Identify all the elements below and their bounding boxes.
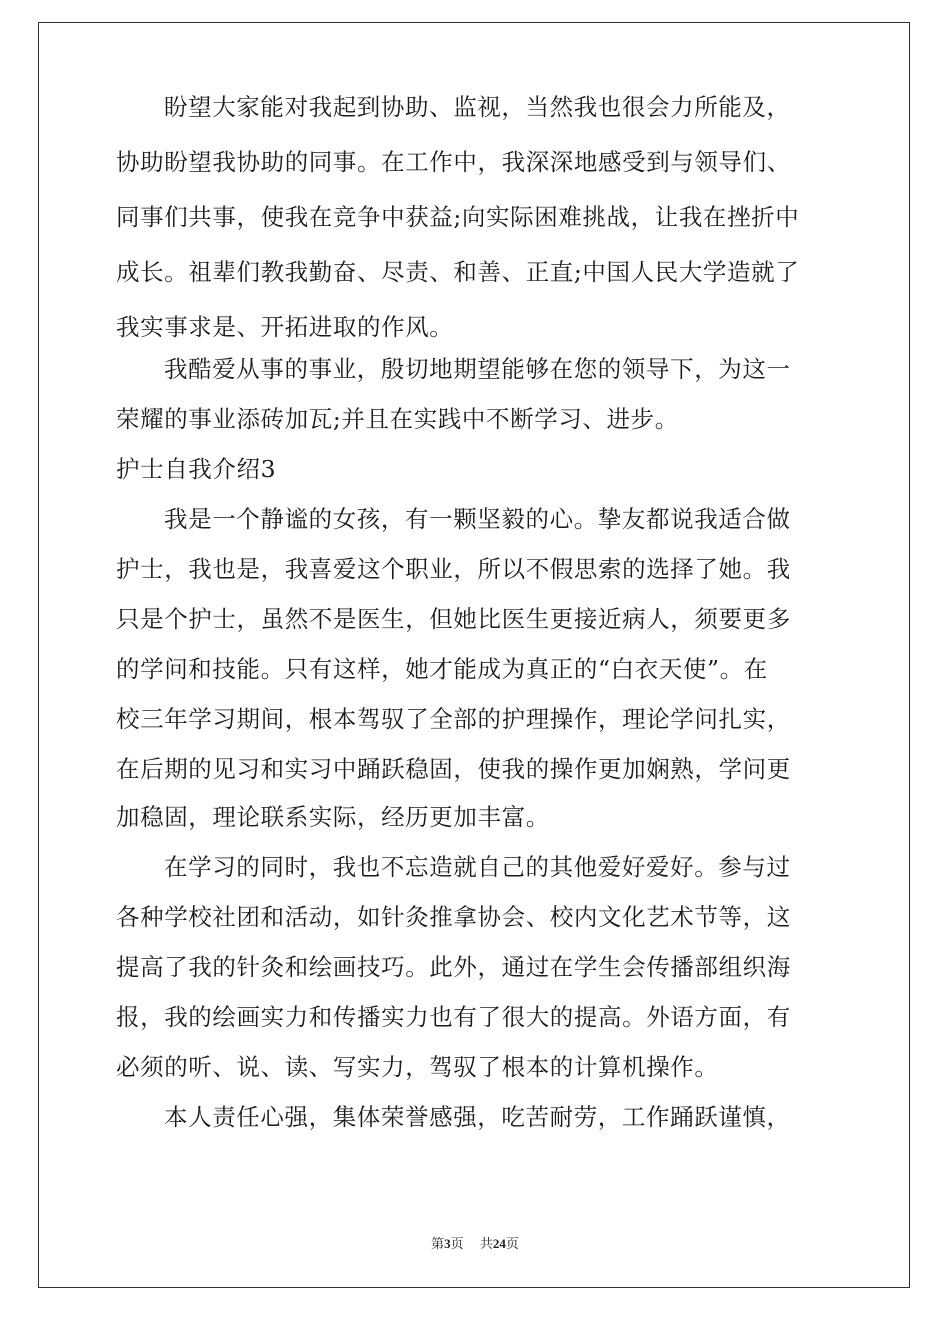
paragraph-line: 我酷爱从事的事业，殷切地期望能够在您的领导下，为这一 bbox=[164, 355, 791, 383]
paragraph-line: 同事们共事，使我在竞争中获益;向实际困难挑战，让我在挫折中 bbox=[116, 203, 800, 231]
paragraph-line: 协助盼望我协助的同事。在工作中，我深深地感受到与领导们、 bbox=[116, 148, 791, 176]
paragraph-line: 提高了我的针灸和绘画技巧。此外，通过在学生会传播部组织海 bbox=[116, 953, 791, 981]
paragraph-line: 本人责任心强，集体荣誉感强，吃苦耐劳，工作踊跃谨慎， bbox=[164, 1103, 791, 1131]
paragraph-line: 成长。祖辈们教我勤奋、尽责、和善、正直;中国人民大学造就了 bbox=[116, 258, 800, 286]
page-total-suffix: 页 bbox=[505, 1236, 519, 1251]
paragraph-line: 报，我的绘画实力和传播实力也有了很大的提高。外语方面，有 bbox=[116, 1003, 791, 1031]
page-number-prefix: 第 bbox=[431, 1236, 445, 1251]
paragraph-line: 护士，我也是，我喜爱这个职业，所以不假思索的选择了她。我 bbox=[116, 555, 791, 583]
paragraph-line: 只是个护士，虽然不是医生，但她比医生更接近病人，须要更多 bbox=[116, 605, 791, 633]
section-heading: 护士自我介绍3 bbox=[116, 455, 277, 483]
paragraph-line: 必须的听、说、读、写实力，驾驭了根本的计算机操作。 bbox=[116, 1053, 719, 1081]
paragraph-line: 校三年学习期间，根本驾驭了全部的护理操作，理论学问扎实， bbox=[116, 705, 791, 733]
paragraph-line: 我是一个静谧的女孩，有一颗坚毅的心。挚友都说我适合做 bbox=[164, 505, 791, 533]
paragraph-line: 荣耀的事业添砖加瓦;并且在实践中不断学习、进步。 bbox=[116, 405, 679, 433]
paragraph-line: 在学习的同时，我也不忘造就自己的其他爱好爱好。参与过 bbox=[164, 853, 791, 881]
paragraph-line: 的学问和技能。只有这样，她才能成为真正的“白衣天使”。在 bbox=[116, 655, 768, 683]
paragraph-line: 加稳固，理论联系实际，经历更加丰富。 bbox=[116, 803, 550, 831]
page-footer bbox=[0, 1233, 950, 1252]
paragraph-line: 各种学校社团和活动，如针灸推拿协会、校内文化艺术节等，这 bbox=[116, 903, 791, 931]
paragraph-line: 我实事求是、开拓进取的作风。 bbox=[116, 313, 454, 341]
page-number-current: 3 bbox=[444, 1236, 451, 1251]
paragraph-line: 在后期的见习和实习中踊跃稳固，使我的操作更加娴熟，学问更 bbox=[116, 755, 791, 783]
page-total: 24 bbox=[492, 1236, 506, 1251]
page-number-suffix: 页 bbox=[450, 1236, 464, 1251]
paragraph-line: 盼望大家能对我起到协助、监视，当然我也很会力所能及， bbox=[164, 93, 791, 121]
page-total-prefix: 共 bbox=[479, 1236, 493, 1251]
